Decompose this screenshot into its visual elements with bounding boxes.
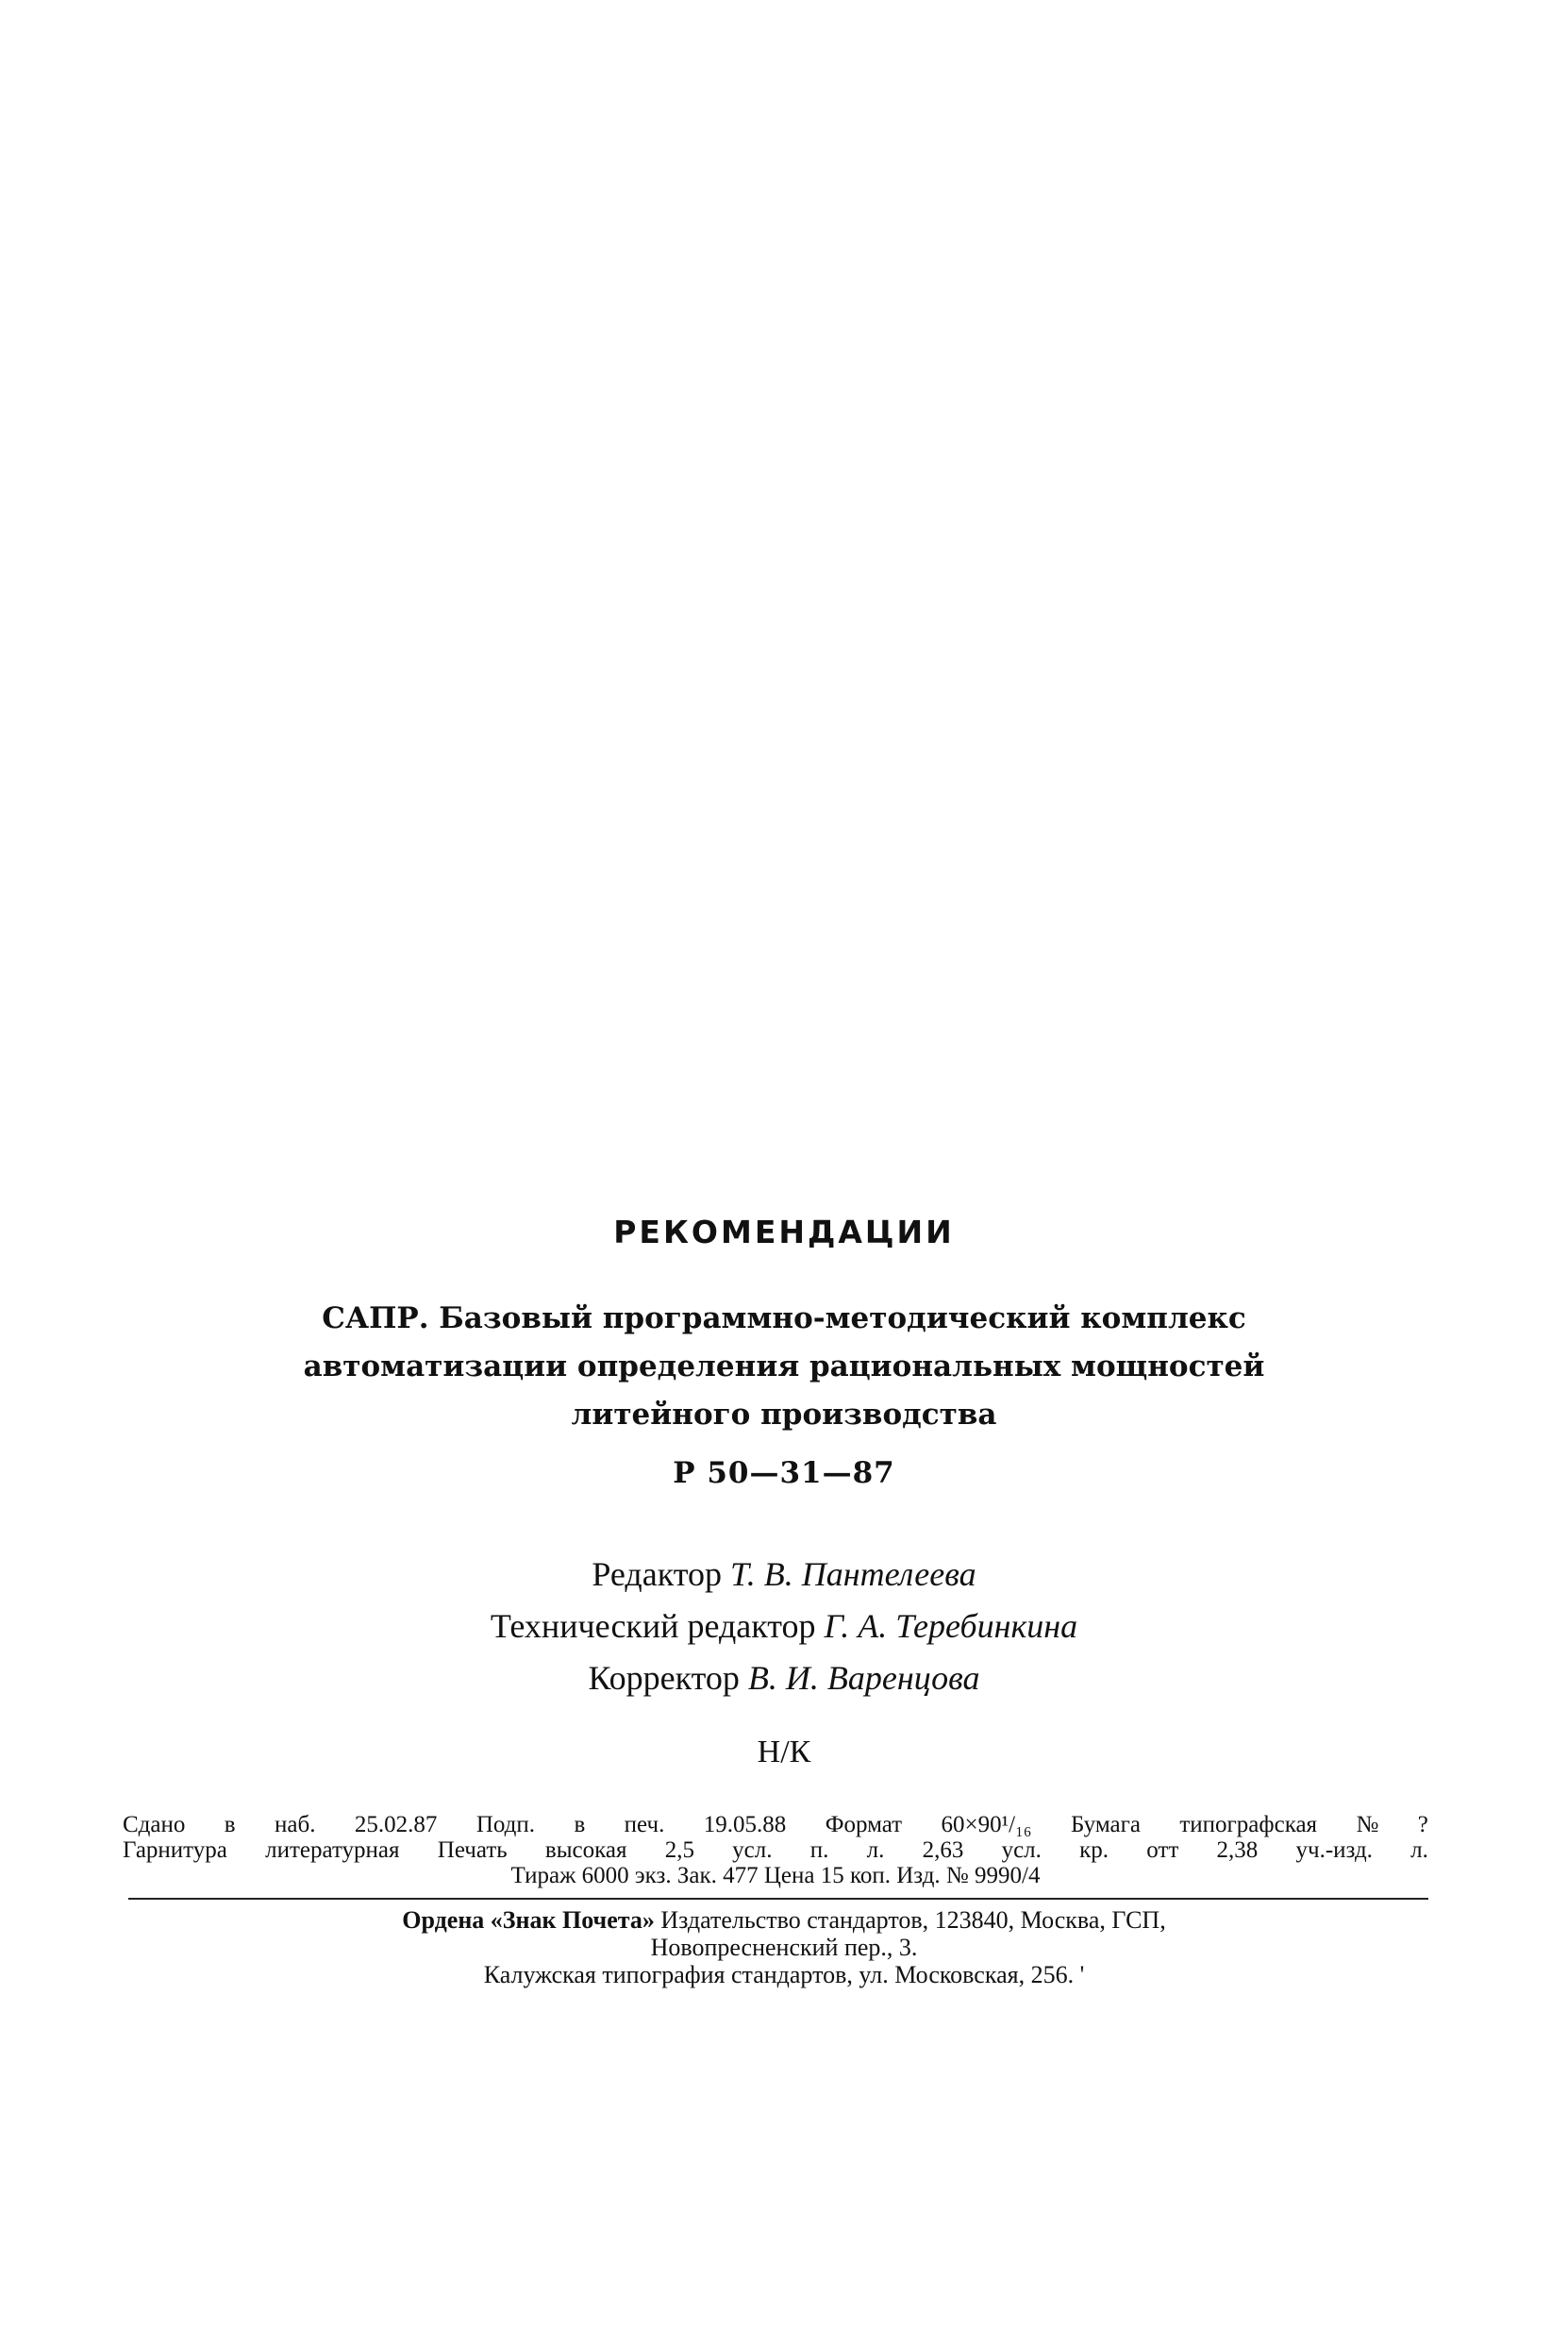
imprint-word: л. [1410, 1837, 1428, 1863]
imprint-word: усл. [732, 1837, 773, 1863]
imprint-word: высокая [544, 1837, 627, 1863]
imprint-word: Гарнитура [123, 1837, 227, 1863]
title-line: литейного производства [571, 1398, 997, 1432]
imprint-word: Сдано [123, 1812, 186, 1837]
imprint-word: усл. [1001, 1837, 1042, 1863]
imprint-word: 25.02.87 [354, 1812, 438, 1837]
imprint-word: Формат [825, 1812, 903, 1837]
imprint-word: л. [866, 1837, 885, 1863]
credit-technical-editor [0, 1601, 1568, 1652]
imprint-word: печ. [624, 1812, 665, 1837]
publisher-line [0, 1906, 1568, 1934]
imprint-word: 2,38 [1216, 1837, 1259, 1863]
title-line: автоматизации определения рациональных мощностей [303, 1350, 1265, 1383]
credit-name: Т. В. Пантелеева [730, 1555, 976, 1593]
imprint-word: № [1356, 1812, 1379, 1837]
imprint-word: кр. [1079, 1837, 1109, 1863]
credit-role: Технический редактор [490, 1607, 816, 1645]
imprint-line [123, 1837, 1428, 1863]
credit-role: Корректор [588, 1659, 740, 1697]
divider-rule [128, 1898, 1428, 1900]
imprint-word: в [224, 1812, 236, 1837]
imprint-word: литературная [265, 1837, 400, 1863]
imprint-word: ? [1417, 1812, 1428, 1837]
credit-name: Г. А. Теребинкина [824, 1607, 1078, 1645]
credit-proofreader [0, 1652, 1568, 1704]
imprint-line: Тираж 6000 экз. Зак. 477 Цена 15 коп. Изд. № 9990/4 [510, 1863, 1041, 1888]
imprint-word: п. [809, 1837, 829, 1863]
publisher-order: Ордена «Знак Почета» [402, 1906, 655, 1934]
imprint-word: 60×90¹/₁₆ [941, 1812, 1032, 1837]
credit-role: Редактор [592, 1555, 722, 1593]
imprint-word: отт [1146, 1837, 1179, 1863]
document-title [0, 1295, 1568, 1439]
imprint-word: 2,63 [922, 1837, 964, 1863]
publisher-address: Издательство стандартов, 123840, Москва, ГСП, [654, 1906, 1166, 1934]
credits-block [0, 1549, 1568, 1704]
imprint-word: уч.-изд. [1295, 1837, 1373, 1863]
document-heading: РЕКОМЕНДАЦИИ [613, 1214, 955, 1250]
imprint-word: 2,5 [664, 1837, 694, 1863]
imprint-word: Печать [437, 1837, 508, 1863]
imprint-word: Подп. [475, 1812, 536, 1837]
document-designation: Р 50—31—87 [673, 1456, 895, 1490]
publisher-block [0, 1906, 1568, 1988]
imprint-word: в [574, 1812, 586, 1837]
credit-editor [0, 1549, 1568, 1601]
imprint-word: типографская [1179, 1812, 1318, 1837]
publisher-line: Новопресненский пер., 3. [650, 1934, 918, 1961]
publisher-line: Калужская типография стандартов, ул. Московская, 256. ' [483, 1961, 1085, 1988]
title-line: САПР. Базовый программно-методический комплекс [322, 1301, 1246, 1335]
imprint-line [123, 1812, 1428, 1837]
imprint-word: наб. [275, 1812, 316, 1837]
nk-mark: Н/К [757, 1735, 811, 1769]
imprint-block [123, 1812, 1428, 1888]
imprint-word: Бумага [1070, 1812, 1141, 1837]
imprint-word: 19.05.88 [703, 1812, 787, 1837]
credit-name: В. И. Варенцова [747, 1659, 980, 1697]
